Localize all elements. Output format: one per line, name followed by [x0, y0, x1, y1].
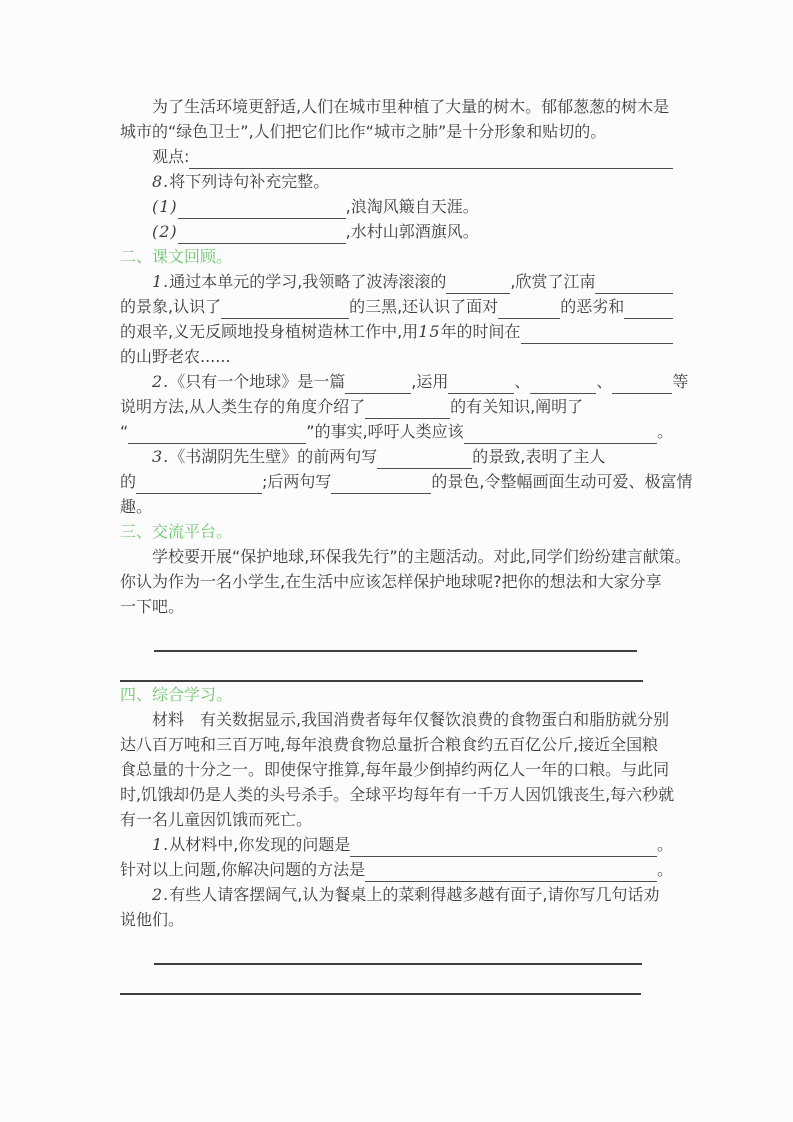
text-segment: 《书湖阴先生壁》的前两句写	[169, 447, 378, 466]
blank-underline	[464, 422, 657, 444]
synthesis-q1-line-1	[120, 832, 673, 857]
text-segment: 达八百万吨和三百万吨,每年浪费食物总量折合粮食约五百亿公斤,接近全国粮	[120, 735, 659, 754]
text-segment: 趣。	[120, 497, 153, 516]
material-line-2	[120, 732, 673, 757]
section-heading-text: 四、综合学习。	[120, 685, 233, 704]
blank-underline	[189, 147, 673, 169]
review-q2-line-1	[120, 369, 689, 394]
number-label: 2.	[152, 372, 170, 391]
answer-rule-4	[120, 970, 673, 995]
viewpoint-line	[120, 144, 673, 169]
blank-underline	[521, 322, 673, 344]
blank-underline	[498, 297, 560, 319]
text-segment: 的三黑,还认识了面对	[349, 297, 499, 316]
text-segment: 的	[120, 472, 137, 491]
text-segment: 从材料中,你发现的问题是	[169, 835, 351, 854]
text-segment: 通过本单元的学习,我领略了波涛滚滚的	[169, 272, 447, 291]
platform-line-2	[120, 569, 673, 594]
text-segment: 为了生活环境更舒适,人们在城市里种植了大量的树木。郁郁葱葱的树木是	[152, 97, 670, 116]
blank-underline	[221, 297, 349, 319]
text-segment: 、	[596, 372, 613, 391]
material-line-5	[120, 807, 673, 832]
text-segment: 的恶劣和	[560, 297, 625, 316]
answer-line	[120, 969, 641, 995]
number-label: 8.	[152, 172, 170, 191]
number-label: 15	[418, 322, 441, 341]
number-label: (1)	[152, 197, 178, 216]
synthesis-q2-line-2	[120, 907, 673, 932]
number-label: 3.	[152, 447, 170, 466]
blank-underline	[128, 422, 306, 444]
question-8-line	[120, 169, 673, 194]
section-heading-3	[120, 519, 673, 544]
section-heading-text: 三、交流平台。	[120, 522, 233, 541]
poem-blank-line-2	[120, 219, 673, 244]
blank-underline	[136, 472, 262, 494]
platform-line-1	[120, 544, 691, 569]
blank-underline	[365, 860, 657, 882]
blank-underline	[331, 472, 431, 494]
blank-underline	[345, 372, 411, 394]
text-segment: 有些人请客摆阔气,认为餐桌上的菜剩得越多越有面子,请你写几句话劝	[169, 885, 660, 904]
intro-line-2	[120, 119, 673, 144]
text-segment: ”的事实,呼吁人类应该	[306, 422, 464, 441]
review-q2-line-3	[120, 419, 673, 444]
text-segment: 观点:	[152, 147, 190, 166]
text-segment: “	[120, 422, 129, 441]
blank-underline	[446, 272, 510, 294]
answer-line	[120, 656, 643, 682]
blank-underline	[350, 835, 657, 857]
text-segment: ,欣赏了江南	[510, 272, 596, 291]
review-q1-line-2	[120, 294, 673, 319]
number-label: 1.	[152, 272, 170, 291]
blank-underline	[624, 297, 673, 319]
text-segment: 的有关知识,阐明了	[450, 397, 584, 416]
document-body	[120, 94, 693, 995]
answer-line	[154, 939, 642, 965]
material-line-4	[120, 782, 673, 807]
text-segment: 的艰辛,义无反顾地投身植树造林工作中,用	[120, 322, 419, 341]
review-q3-line-3	[120, 494, 673, 519]
section-heading-text: 二、课文回顾。	[120, 247, 233, 266]
text-segment: 食总量的十分之一。即使保守推算,每年最少倒掉约两亿人一年的口粮。与此同	[120, 760, 670, 779]
number-label: 2.	[152, 885, 170, 904]
text-segment: 。	[656, 835, 673, 854]
number-label: 1.	[152, 835, 170, 854]
text-segment: 等	[672, 372, 689, 391]
blank-underline	[377, 447, 472, 469]
review-q1-line-4	[120, 344, 673, 369]
section-heading-4	[120, 682, 673, 707]
text-segment: ,水村山郭酒旗风。	[345, 222, 479, 241]
text-segment: 。	[656, 860, 673, 879]
text-segment: 说明方法,从人类生存的角度介绍了	[120, 397, 366, 416]
text-segment: 有一名儿童因饥饿而死亡。	[120, 810, 313, 829]
review-q2-line-2	[120, 394, 673, 419]
blank-underline	[178, 222, 346, 244]
text-segment: 。	[656, 422, 673, 441]
text-segment: 时,饥饿却仍是人类的头号杀手。全球平均每年有一千万人因饥饿丧生,每六秒就	[120, 785, 675, 804]
blank-underline	[178, 197, 346, 219]
text-segment: 说他们。	[120, 910, 185, 929]
blank-underline	[595, 272, 673, 294]
synthesis-q1-line-2	[120, 857, 673, 882]
answer-line	[154, 626, 637, 652]
answer-rule-1	[120, 627, 673, 652]
text-segment: 针对以上问题,你解决问题的方法是	[120, 860, 366, 879]
blank-underline	[448, 372, 514, 394]
blank-underline	[530, 372, 596, 394]
text-segment: 《只有一个地球》是一篇	[169, 372, 346, 391]
intro-line-1	[120, 94, 673, 119]
text-segment: ,浪淘风簸自天涯。	[345, 197, 479, 216]
poem-blank-line-1	[120, 194, 673, 219]
text-segment: 的景致,表明了主人	[472, 447, 606, 466]
blank-underline	[365, 397, 450, 419]
blank-underline	[612, 372, 672, 394]
platform-line-3	[120, 594, 673, 619]
text-segment: ;后两句写	[262, 472, 332, 491]
text-segment: 的景色,令整幅画面生动可爱、极富情	[431, 472, 693, 491]
text-segment: 你认为作为一名小学生,在生活中应该怎样保护地球呢?把你的想法和大家分享	[120, 572, 662, 591]
text-segment: 的景象,认识了	[120, 297, 222, 316]
text-segment: 学校要开展“保护地球,环保我先行”的主题活动。对此,同学们纷纷建言献策。	[152, 547, 691, 566]
text-segment: ,运用	[411, 372, 449, 391]
review-q1-line-3	[120, 319, 673, 344]
material-line-1	[120, 707, 673, 732]
text-segment: 、	[514, 372, 531, 391]
synthesis-q2-line-1	[120, 882, 673, 907]
text-segment: 年的时间在	[440, 322, 521, 341]
review-q1-line-1	[120, 269, 673, 294]
answer-rule-3	[120, 940, 673, 965]
text-segment: 城市的“绿色卫士”,人们把它们比作“城市之肺”是十分形象和贴切的。	[120, 122, 607, 141]
answer-rule-2	[120, 657, 673, 682]
review-q3-line-1	[120, 444, 673, 469]
material-line-3	[120, 757, 673, 782]
section-heading-2	[120, 244, 673, 269]
text-segment: 材料 有关数据显示,我国消费者每年仅餐饮浪费的食物蛋白和脂肪就分别	[152, 710, 670, 729]
number-label: (2)	[152, 222, 178, 241]
review-q3-line-2	[120, 469, 693, 494]
text-segment: 一下吧。	[120, 597, 185, 616]
text-segment: 将下列诗句补充完整。	[169, 172, 330, 191]
text-segment: 的山野老农......	[120, 347, 231, 366]
